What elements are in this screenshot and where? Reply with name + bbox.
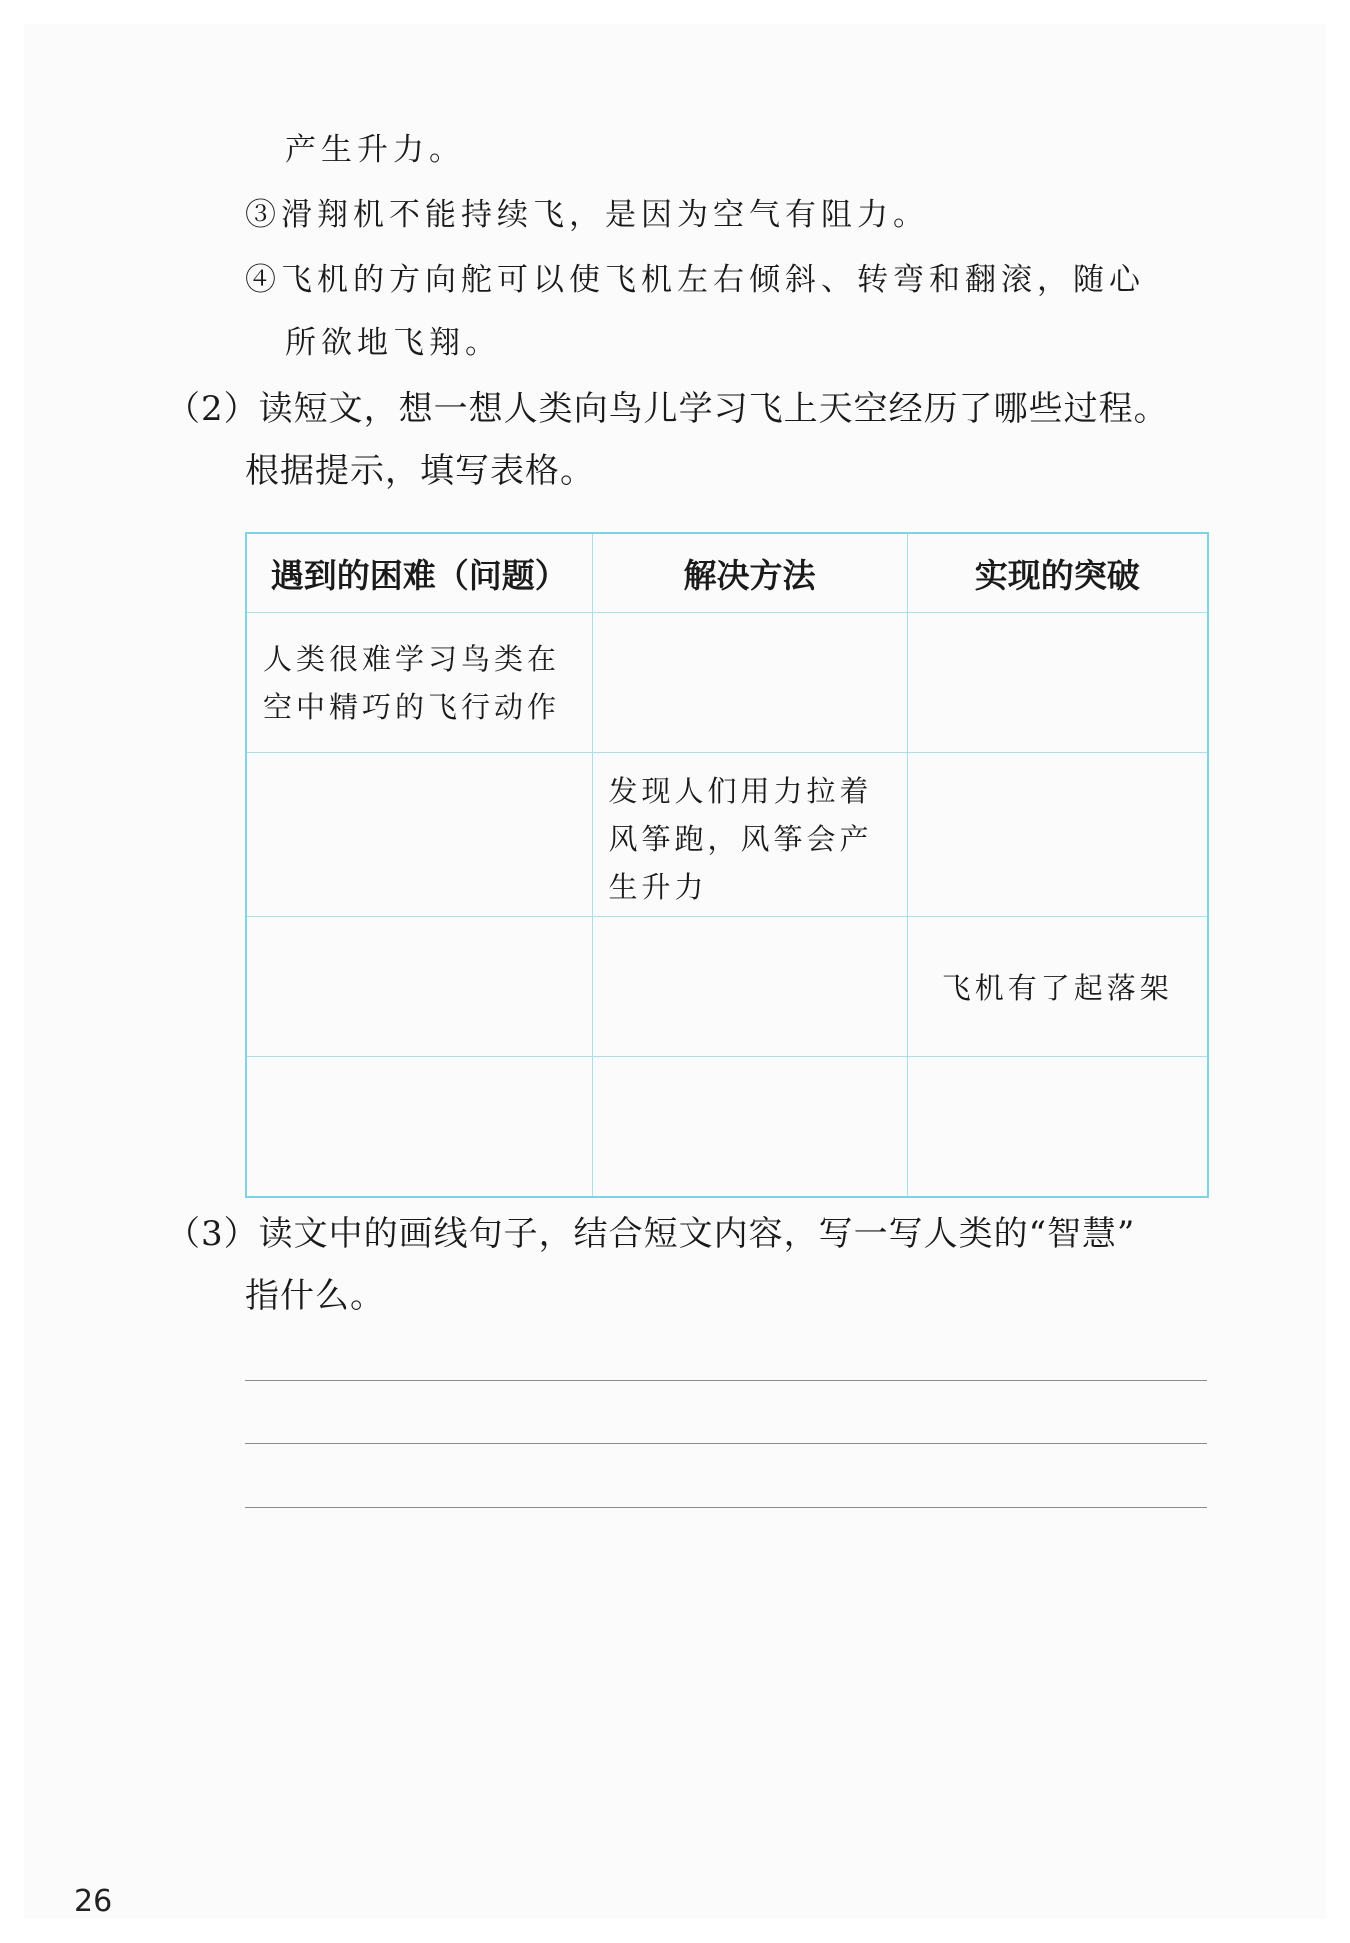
- table-row: [246, 917, 1208, 1057]
- table-cell[interactable]: [592, 613, 907, 753]
- answer-line[interactable]: [245, 1443, 1207, 1444]
- text-line: ④飞机的方向舵可以使飞机左右倾斜、转弯和翻滚，随心: [245, 262, 1145, 298]
- cell-text: [908, 613, 1208, 635]
- page-number: 26: [74, 1884, 113, 1919]
- cell-text: [247, 1057, 592, 1079]
- table-cell[interactable]: [246, 917, 592, 1057]
- cell-text: [593, 1057, 907, 1079]
- question-3-prompt: （3）读文中的画线句子，结合短文内容，写一写人类的“智慧”: [166, 1214, 1136, 1254]
- question-2-instruction: 根据提示，填写表格。: [245, 451, 595, 491]
- text-line: 所欲地飞翔。: [285, 325, 501, 361]
- table-cell[interactable]: [592, 753, 907, 917]
- table-cell[interactable]: 飞机有了起落架: [907, 917, 1208, 1057]
- cell-text: [247, 753, 592, 775]
- text-line: ③滑翔机不能持续飞，是因为空气有阻力。: [245, 197, 929, 233]
- question-3-continuation: 指什么。: [245, 1276, 385, 1316]
- text-line: 产生升力。: [285, 132, 465, 168]
- table-header: 解决方法: [592, 533, 907, 613]
- question-2-prompt: （2）读短文，想一想人类向鸟儿学习飞上天空经历了哪些过程。: [166, 389, 1169, 429]
- answer-table: [245, 532, 1209, 1198]
- table-row: [246, 1057, 1208, 1197]
- table-row: [246, 613, 1208, 753]
- table-cell[interactable]: [907, 613, 1208, 753]
- table-cell[interactable]: [246, 1057, 592, 1197]
- table-cell[interactable]: [592, 1057, 907, 1197]
- cell-text: [593, 917, 907, 939]
- cell-text: [908, 753, 1208, 775]
- table-header: 实现的突破: [907, 533, 1208, 613]
- table-cell[interactable]: [246, 613, 592, 753]
- cell-text: 发现人们用力拉着 风筝跑，风筝会产 生升力: [608, 774, 873, 904]
- cell-text: 人类很难学习鸟类在 空中精巧的飞行动作: [263, 642, 561, 724]
- cell-text: [247, 917, 592, 939]
- table-header-row: [246, 533, 1208, 613]
- cell-text: [908, 1057, 1208, 1079]
- table-cell[interactable]: [907, 753, 1208, 917]
- table-cell[interactable]: [592, 917, 907, 1057]
- table-cell[interactable]: [907, 1057, 1208, 1197]
- answer-line[interactable]: [245, 1507, 1207, 1508]
- cell-text: [593, 613, 907, 635]
- table-header: 遇到的困难（问题）: [246, 533, 592, 613]
- table-row: [246, 753, 1208, 917]
- answer-line[interactable]: [245, 1380, 1207, 1381]
- table-cell[interactable]: [246, 753, 592, 917]
